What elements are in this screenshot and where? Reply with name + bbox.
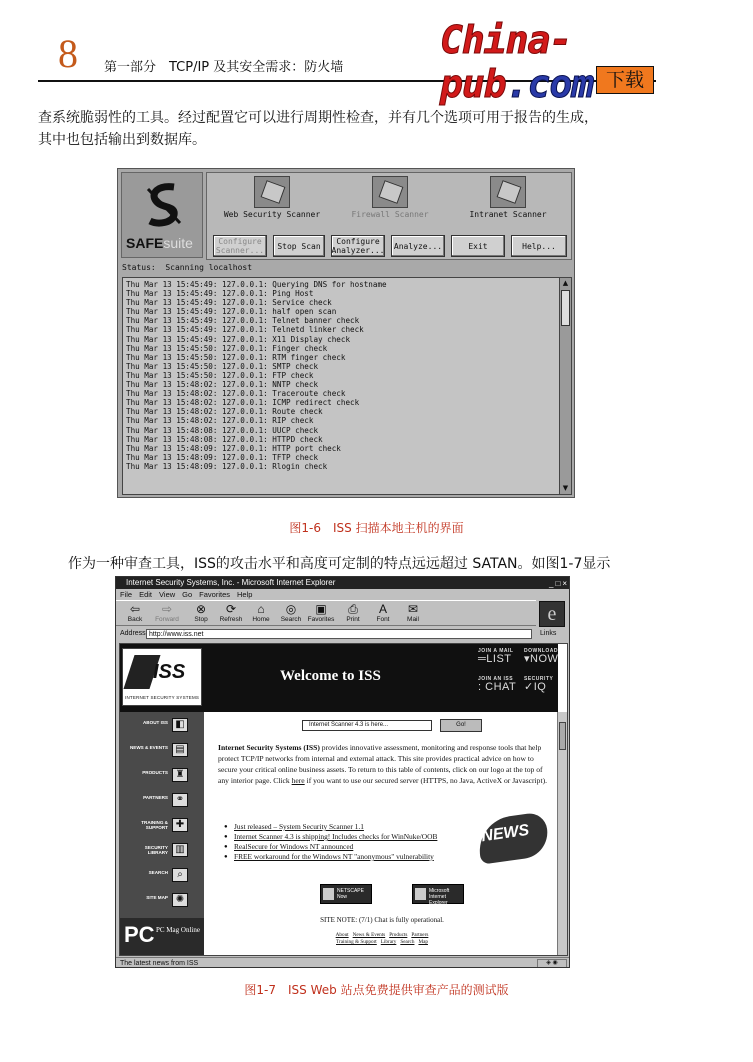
footer-link[interactable]: Library (380, 939, 397, 945)
log-line: Thu Mar 13 15:48:02: 127.0.0.1: Route check (126, 407, 323, 417)
sidebar-nav-label: PARTNERS (143, 795, 168, 800)
scroll-thumb[interactable] (561, 290, 570, 326)
print-icon: ⎙ (348, 602, 358, 616)
iss-banner (120, 644, 558, 712)
refresh-button[interactable]: ⟳ Refresh (216, 602, 246, 623)
scan-log[interactable] (122, 277, 572, 495)
stop-button[interactable]: ⊗ Stop (186, 602, 216, 623)
intro-text: Internet Security Systems (ISS) provides innovative assessment, monitoring and response tools that help protect TCP/IP networks from internal and external attack. This site provides practical advice on how to secure your critical online business assets. To return to this table of contents, click on our logo at the top of any interior page. Click here if you want to use our secured server (HTTPS, no Java, ActiveX or Javascript). (218, 743, 547, 785)
paragraph-1-line-1: 查系统脆弱性的工具。经过配置它可以进行周期性检查，并有几个选项可用于报告的生成， (38, 110, 598, 126)
sidebar-nav-label: SECURITY LIBRARY (144, 845, 168, 855)
sidebar-nav-item[interactable] (124, 816, 202, 834)
analyze-button[interactable]: Analyze... (391, 235, 445, 257)
firewall-scanner[interactable]: Firewall Scanner (335, 176, 445, 219)
join-chat-link[interactable]: JOIN AN ISS : CHAT (478, 676, 517, 693)
sidebar-nav-item[interactable] (124, 741, 202, 759)
sidebar-nav-icon: ✺ (172, 893, 188, 907)
sidebar-nav-label: PRODUCTS (142, 770, 168, 775)
netscape-now-badge[interactable]: NETSCAPE Now (320, 884, 372, 904)
address-bar: Address http://www.iss.net Links (116, 627, 570, 641)
home-button[interactable]: ⌂ Home (246, 602, 276, 623)
refresh-icon: ⟳ (225, 602, 237, 616)
go-button[interactable]: Go! (440, 719, 482, 732)
log-line: Thu Mar 13 15:45:49: 127.0.0.1: X11 Display check (126, 334, 351, 344)
help-button[interactable]: Help... (511, 235, 567, 257)
sidebar-nav-icon: ✚ (172, 818, 188, 832)
footer-links (206, 932, 558, 946)
scroll-down-icon[interactable]: ▼ (562, 484, 569, 492)
browser-viewport (119, 643, 568, 956)
zone-indicator: ◈ ◉ (537, 959, 567, 968)
sidebar-nav-icon: ▤ (172, 743, 188, 757)
log-line: Thu Mar 13 15:45:50: 127.0.0.1: RTM finger check (126, 352, 346, 362)
site-search-select[interactable]: Internet Scanner 4.3 is here... (302, 720, 432, 731)
scan-status: Status: Scanning localhost (122, 263, 253, 272)
web-scanner-icon (254, 176, 290, 208)
welcome-heading: Welcome to ISS (280, 668, 381, 684)
sidebar-nav-icon: ◧ (172, 718, 188, 732)
favorites-icon: ▣ (315, 602, 327, 616)
iss-main-content (206, 712, 558, 956)
log-line: Thu Mar 13 15:48:09: 127.0.0.1: TFTP check (126, 452, 319, 462)
mail-button[interactable]: ✉ Mail (398, 602, 428, 623)
log-line: Thu Mar 13 15:45:50: 127.0.0.1: SMTP check (126, 361, 319, 371)
pcmag-online-link[interactable]: PC PC Mag Online (120, 918, 204, 956)
search-button[interactable]: ◎ Search (276, 602, 306, 623)
paragraph-1-line-2: 其中也包括输出到数据库。 (38, 132, 206, 148)
links-button[interactable]: Links (540, 630, 557, 637)
scanner-toolbar (206, 172, 572, 260)
browser-badges (320, 884, 480, 906)
sidebar-nav-icon: ⌕ (172, 868, 188, 882)
ie-throbber-icon: e (539, 601, 565, 627)
iss-logo[interactable]: ISS INTERNET SECURITY SYSTEMS (122, 648, 202, 706)
mail-icon: ✉ (407, 602, 419, 616)
sidebar-nav-label: ABOUT ISS (142, 720, 168, 725)
sidebar-nav-label: TRAINING & SUPPORT (141, 820, 168, 830)
back-arrow-icon: ⇦ (129, 602, 141, 616)
web-security-scanner[interactable]: Web Security Scanner (217, 176, 327, 219)
page-header (0, 0, 753, 106)
sidebar-nav-item[interactable] (124, 766, 202, 784)
sidebar-nav-item[interactable] (124, 716, 202, 734)
stop-scan-button[interactable]: Stop Scan (273, 235, 325, 257)
footer-link[interactable]: Products (389, 932, 408, 938)
menu-item[interactable]: Favorites (199, 590, 231, 599)
news-item[interactable]: ● RealSecure for Windows NT announced (224, 842, 484, 852)
footer-link[interactable]: About (335, 932, 349, 938)
ie-toolbar (116, 600, 536, 626)
footer-link[interactable]: Search (400, 939, 415, 945)
home-icon: ⌂ (257, 602, 265, 616)
log-scrollbar[interactable] (559, 278, 571, 494)
log-line: Thu Mar 13 15:45:49: 127.0.0.1: half open scan (126, 307, 337, 317)
download-now-link[interactable]: DOWNLOAD ▾NOW (524, 648, 559, 665)
log-line: Thu Mar 13 15:45:50: 127.0.0.1: Finger check (126, 343, 328, 353)
news-badge[interactable]: NEWS (475, 811, 550, 864)
log-line: Thu Mar 13 15:48:02: 127.0.0.1: RIP check (126, 416, 314, 426)
figure-1-6-safesuite-window (117, 168, 575, 498)
forward-button[interactable]: ⇨ Forward (152, 602, 182, 623)
news-list (224, 822, 484, 862)
font-icon: A (378, 602, 387, 616)
safesuite-s-icon (144, 183, 184, 229)
sidebar-nav-label: SITE MAP (146, 895, 168, 900)
log-line: Thu Mar 13 15:48:09: 127.0.0.1: HTTP port check (126, 443, 341, 453)
footer-link[interactable]: Training & Support (336, 939, 377, 945)
firewall-scanner-icon (372, 176, 408, 208)
address-input[interactable]: http://www.iss.net (146, 629, 532, 639)
chapter-title: 第一部分 TCP/IP 及其安全需求：防火墙 (104, 60, 344, 75)
intranet-scanner-icon (490, 176, 526, 208)
security-iq-link[interactable]: SECURITY ✓IQ (524, 676, 554, 693)
log-line: Thu Mar 13 15:45:49: 127.0.0.1: Service check (126, 298, 332, 308)
menu-bar (116, 589, 570, 600)
sidebar-nav-icon: ⚭ (172, 793, 188, 807)
log-line: Thu Mar 13 15:48:02: 127.0.0.1: Traceroute check (126, 389, 346, 399)
iss-sidebar (120, 712, 204, 956)
log-line: Thu Mar 13 15:45:49: 127.0.0.1: Telnetd linker check (126, 325, 364, 335)
footer-link[interactable]: Partners (411, 932, 429, 938)
secure-server-link[interactable]: here (291, 776, 305, 785)
log-line: Thu Mar 13 15:45:49: 127.0.0.1: Querying DNS for hostname (126, 280, 387, 289)
log-line: Thu Mar 13 15:45:50: 127.0.0.1: FTP check (126, 370, 314, 380)
join-mail-list-link[interactable]: JOIN A MAIL ═LIST (478, 648, 514, 665)
sidebar-nav-item[interactable] (124, 866, 202, 884)
ie-badge[interactable]: Microsoft Internet Explorer (412, 884, 464, 904)
safesuite-logo: SAFEsuite (121, 172, 203, 258)
menu-item[interactable]: File (120, 590, 133, 599)
intranet-scanner[interactable]: Intranet Scanner (453, 176, 563, 219)
sidebar-nav-label: SEARCH (148, 870, 168, 875)
configure-scanner-button[interactable]: Configure Scanner... (213, 235, 267, 257)
scan-log-lines (126, 280, 556, 471)
figure-1-7-caption: 图1-7 ISS Web 站点免费提供审查产品的测试版 (244, 983, 509, 997)
sidebar-nav-item[interactable] (124, 891, 202, 909)
exit-button[interactable]: Exit (451, 235, 505, 257)
scroll-up-icon[interactable]: ▲ (562, 279, 569, 287)
footer-link[interactable]: Map (418, 939, 428, 945)
menu-item[interactable]: Go (182, 590, 193, 599)
log-line: Thu Mar 13 15:48:02: 127.0.0.1: ICMP redirect check (126, 398, 360, 408)
news-item[interactable]: ● Just released – System Security Scanner 1.1 (224, 822, 484, 832)
log-line: Thu Mar 13 15:48:08: 127.0.0.1: UUCP check (126, 425, 319, 435)
stop-icon: ⊗ (195, 602, 207, 616)
window-controls[interactable]: _□× (549, 579, 569, 588)
download-badge: 下载 (596, 66, 654, 94)
figure-1-7-ie-window (115, 576, 570, 968)
sidebar-nav-icon: ▥ (172, 843, 188, 857)
site-note: SITE NOTE: (7/1) Chat is fully operational. (320, 916, 444, 924)
sidebar-nav-item[interactable] (124, 841, 202, 859)
menu-item[interactable]: Help (237, 590, 253, 599)
sidebar-nav-item[interactable] (124, 791, 202, 809)
page-scrollbar[interactable] (557, 712, 567, 956)
log-line: Thu Mar 13 15:48:09: 127.0.0.1: Rlogin check (126, 461, 328, 471)
news-item[interactable]: ● FREE workaround for the Windows NT "anonymous" vulnerability (224, 852, 484, 862)
sidebar-nav-label: NEWS & EVENTS (129, 745, 168, 750)
log-line: Thu Mar 13 15:45:49: 127.0.0.1: Ping Host (126, 289, 314, 299)
back-button[interactable]: ⇦ Back (120, 602, 150, 623)
sidebar-nav-icon: ♜ (172, 768, 188, 782)
search-icon: ◎ (285, 602, 297, 616)
configure-analyzer-button[interactable]: Configure Analyzer... (331, 237, 385, 255)
footer-link[interactable]: News & Events (352, 932, 386, 938)
status-bar: The latest news from ISS ◈ ◉ (116, 957, 570, 968)
menu-item[interactable]: Edit (139, 590, 153, 599)
page-scroll-thumb[interactable] (559, 722, 566, 750)
window-title-bar: Internet Security Systems, Inc. - Microsoft Internet Explorer _□× (116, 577, 570, 589)
font-button[interactable]: A Font (368, 602, 398, 623)
log-line: Thu Mar 13 15:48:02: 127.0.0.1: NNTP check (126, 380, 319, 390)
paragraph-2: 作为一种审查工具，ISS的攻击水平和高度可定制的特点远远超过 SATAN。如图1-7显示 (68, 556, 611, 572)
print-button[interactable]: ⎙ Print (338, 602, 368, 623)
menu-item[interactable]: View (159, 590, 176, 599)
log-line: Thu Mar 13 15:48:08: 127.0.0.1: HTTPD check (126, 434, 323, 444)
figure-1-6-caption: 图1-6 ISS 扫描本地主机的界面 (289, 521, 464, 535)
china-pub-logo: China-pub.com 下载 (440, 18, 660, 96)
page-number: 8 (58, 31, 78, 76)
news-item[interactable]: ● Internet Scanner 4.3 is shipping! Includes checks for WinNuke/OOB (224, 832, 484, 842)
favorites-button[interactable]: ▣ Favorites (307, 602, 335, 623)
forward-arrow-icon: ⇨ (161, 602, 173, 616)
log-line: Thu Mar 13 15:45:49: 127.0.0.1: Telnet banner check (126, 316, 360, 326)
